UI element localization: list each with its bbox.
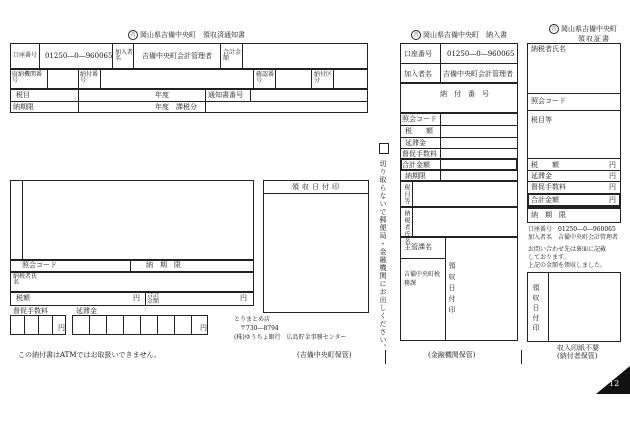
right-yen-3: 円	[609, 183, 616, 191]
right-header-sub: 領収証書	[578, 35, 610, 43]
left-division-label: 納付区分	[314, 71, 333, 84]
left-footer-keep: (吉備中央町保管)	[297, 351, 352, 359]
left-receipt-stamp-box	[263, 180, 369, 313]
left-collector-line-1: とりまとめ店	[234, 316, 271, 323]
left-yen-3: 円	[58, 324, 65, 332]
left-due-label-2: 納 期 限	[146, 261, 181, 269]
right-yen-1: 円	[609, 161, 616, 169]
middle-tax-label: 税 額	[405, 127, 433, 135]
right-taxpayer-label: 納税者氏名	[531, 45, 566, 53]
middle-manager-label: 主管課名	[404, 243, 432, 251]
middle-delay-label: 延滞金	[405, 139, 426, 147]
middle-branch-code-label: 照会コード	[402, 115, 437, 123]
perforation-marker-box	[379, 143, 389, 154]
right-footer-keep: (納付者保管)	[557, 352, 598, 360]
left-collector-line-3: (株)ゆうちょ銀行 広島貯金事務センター	[234, 334, 347, 341]
middle-total-label: 合計金額	[402, 161, 430, 169]
right-receipt-label: 領収日付印	[532, 284, 540, 334]
middle-taxpayer-box	[400, 207, 518, 237]
middle-account-label: 口座番号	[404, 50, 432, 58]
right-account-line: 口座番号 01250―0―960065	[528, 226, 616, 233]
left-payee-name: 吉備中央町会計管理者	[142, 52, 212, 60]
middle-due-label: 納期限	[405, 172, 426, 180]
right-note-2: しております。	[528, 254, 570, 261]
page-number: 12	[609, 379, 620, 388]
left-header-text: 岡山県吉備中央町 領収済通知書	[140, 31, 245, 39]
left-yen-2: 円	[240, 294, 247, 302]
middle-fee-label: 督促手数料	[402, 150, 437, 158]
perforation-line	[385, 350, 386, 364]
right-yen-4: 円	[609, 196, 616, 204]
left-tax-amount-label: 税額	[16, 294, 30, 302]
left-tax-label: 税目	[16, 91, 30, 99]
left-tax-code-label: 納付番号	[80, 71, 99, 84]
right-branch-code-label: 照会コード	[531, 97, 566, 105]
middle-dept-label: 吉備中央町税務課	[404, 271, 441, 287]
town-seal-icon: 吉	[128, 30, 138, 40]
middle-footer-keep: (金融機関保管)	[428, 351, 476, 359]
left-payee-label: 加入者名	[115, 49, 134, 62]
town-seal-icon: 吉	[411, 30, 421, 40]
right-due-label: 納 期 限	[531, 211, 566, 219]
left-total-amount-label: 合計金額	[147, 292, 160, 305]
left-year-label: 年度	[155, 91, 169, 99]
right-delay-label: 延滞金	[531, 172, 552, 180]
right-receipt-stamp-box	[527, 272, 621, 342]
left-amount-row	[10, 292, 254, 306]
left-bank-number-label: 収納機関番号	[12, 71, 43, 84]
left-taxpayer-row	[10, 272, 254, 292]
left-fee-label: 督促手数料	[13, 307, 48, 315]
middle-manager-box	[400, 237, 518, 341]
right-yen-2: 円	[609, 172, 616, 180]
middle-account-number: 01250―0―960065	[447, 50, 515, 58]
left-year-period-label: 年度 課税分	[155, 103, 197, 111]
right-fee-label: 督促手数料	[531, 183, 566, 191]
left-branch-code-label: 照会コード	[22, 261, 57, 269]
town-seal-icon: 吉	[549, 24, 559, 34]
left-body-box	[10, 180, 254, 260]
middle-taxpayer-label: 納税者氏名	[403, 210, 410, 245]
right-note-3: 上記の金額を領収しました。	[528, 262, 607, 269]
left-account-label: 口座番号	[13, 52, 38, 59]
middle-header-title	[411, 30, 507, 40]
middle-tax-item-label: 税目等	[403, 184, 410, 205]
middle-tax-item-box	[400, 181, 518, 207]
left-delay-label: 延滞金	[76, 307, 97, 315]
middle-payee-label: 加入者名	[404, 70, 432, 78]
left-account-number: 01250―0―960065	[45, 52, 113, 60]
left-collector-line-2: 〒730―8794	[240, 325, 279, 332]
right-header-title	[549, 24, 617, 34]
left-taxpayer-label: 納税者氏名	[13, 273, 38, 286]
left-total-label: 合計金額	[223, 49, 242, 62]
middle-number-label: 納 付 番 号	[440, 90, 489, 98]
right-payee-line: 加入者名 吉備中央町会計管理者	[528, 234, 619, 241]
middle-receipt-label: 領収日付印	[448, 262, 456, 317]
right-stamp-note: 収入印紙不要	[557, 344, 599, 352]
left-receipt-label: 領収日付印	[292, 183, 342, 191]
middle-payee-name: 吉備中央町会計管理者	[443, 70, 513, 78]
left-header-title	[128, 30, 245, 40]
left-notice-number-label: 通知書番号	[208, 91, 243, 99]
right-tax-label: 税 額	[531, 161, 559, 169]
right-tax-item-label: 税目等	[531, 116, 552, 124]
perforation-text: 切り取らないで郵便局・金融機関にお出しください。	[379, 160, 387, 352]
middle-number-box	[400, 83, 518, 113]
left-due-label: 納期限	[13, 103, 34, 111]
left-footer-note: この納付書はATMではお取扱いできません。	[18, 351, 161, 359]
left-yen-4: 円	[200, 324, 207, 332]
left-yen-1: 円	[133, 294, 140, 302]
right-note-1: お問い合わせ先は裏面に記載	[528, 246, 607, 253]
left-confirm-label: 確認番号	[256, 71, 275, 84]
right-total-label: 合計金額	[531, 196, 559, 204]
middle-header-text: 岡山県吉備中央町 納入書	[423, 31, 507, 39]
right-header-text: 岡山県吉備中央町	[561, 25, 617, 33]
